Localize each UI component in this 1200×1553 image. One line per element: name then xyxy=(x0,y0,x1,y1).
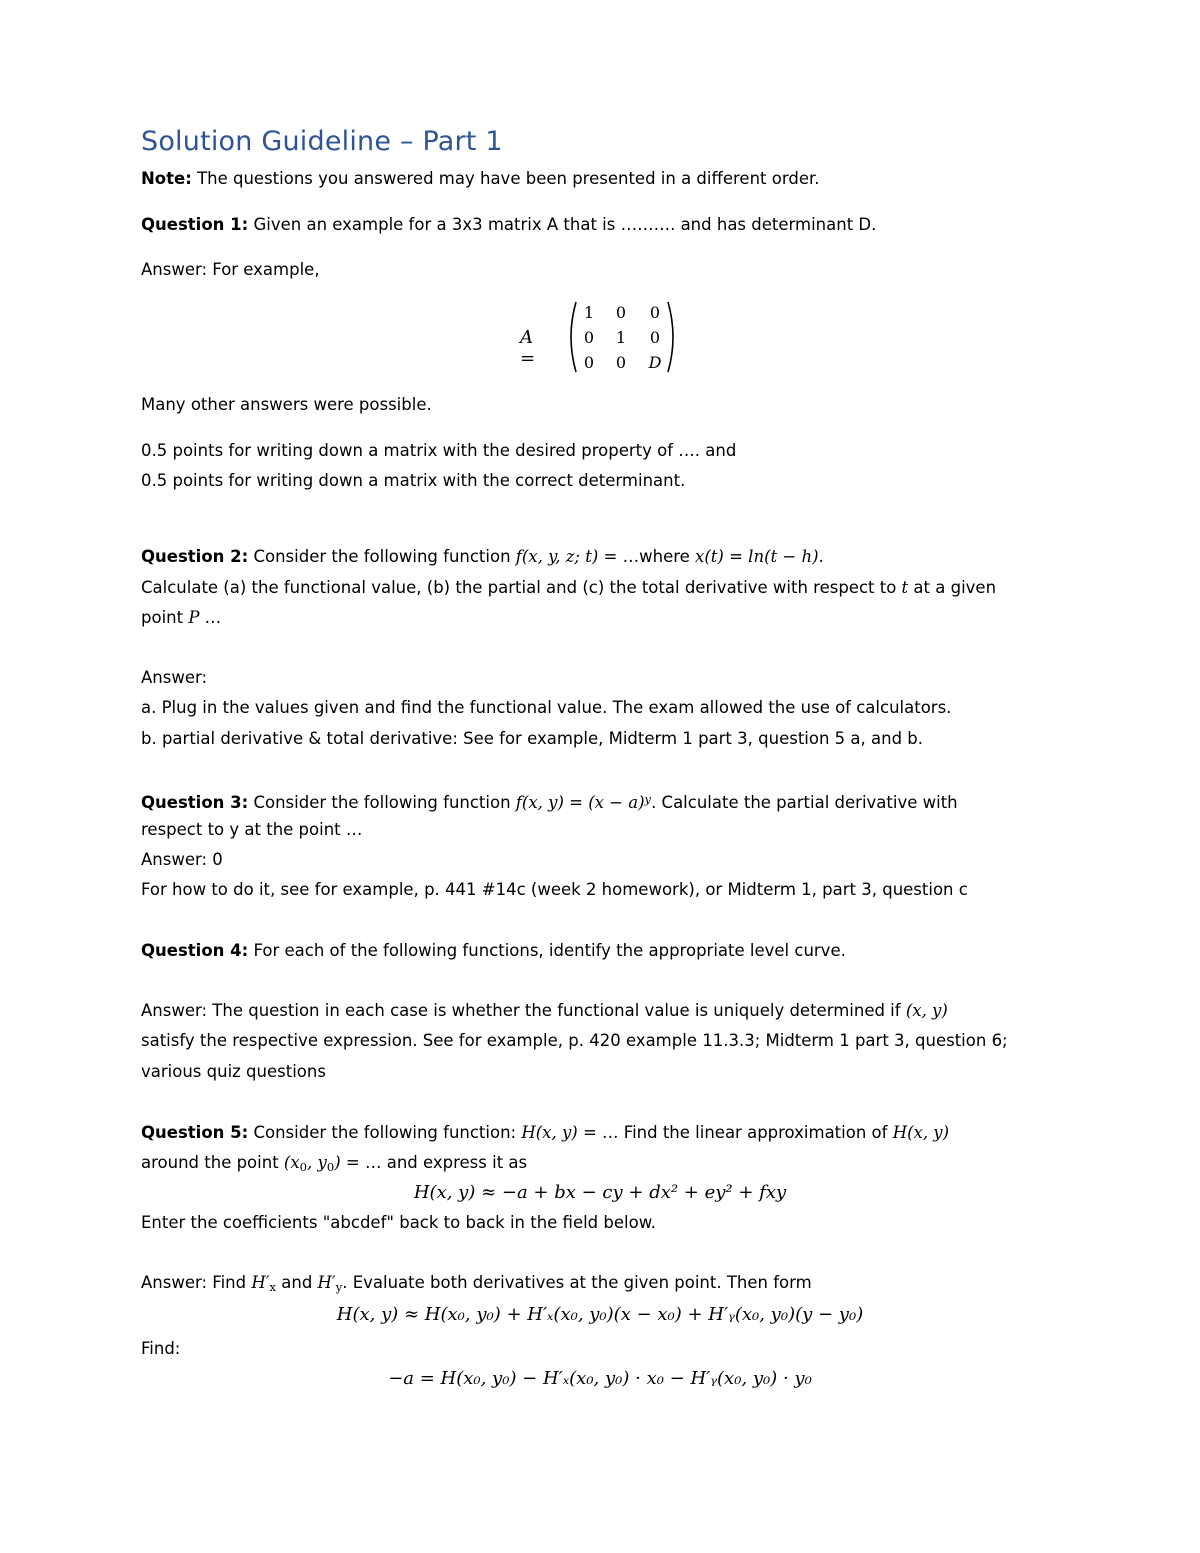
question-5-find: Find: xyxy=(141,1339,181,1358)
question-3-text: Consider the following function xyxy=(248,793,516,813)
question-5-line-2 xyxy=(141,1151,527,1179)
question-5-enter: Enter the coefficients "abcdef" back to back in the field below. xyxy=(141,1213,656,1232)
question-1-label: Question 1: xyxy=(141,215,249,234)
question-2-function: f(x, y, z; t) = … xyxy=(515,547,640,566)
question-5-function-2: H(x, y) xyxy=(892,1123,950,1142)
question-2-line-2-end: at a given xyxy=(908,578,997,597)
question-1-points-2: 0.5 points for writing down a matrix with the correct determinant. xyxy=(141,471,686,490)
question-3-answer: Answer: 0 xyxy=(141,850,223,869)
question-5-line-2-end: = … and express it as xyxy=(340,1153,528,1172)
point-y: y xyxy=(317,1153,327,1172)
matrix-cell: 0 xyxy=(583,328,595,347)
question-5 xyxy=(141,1121,949,1145)
question-2-label: Question 2: xyxy=(141,547,249,566)
question-3 xyxy=(141,787,958,815)
note-text: The questions you answered may have been presented in a different order. xyxy=(191,169,820,188)
question-5-answer-and: and xyxy=(276,1273,318,1292)
question-4-answer xyxy=(141,999,948,1023)
question-1-answer-intro: Answer: For example, xyxy=(141,260,320,279)
question-2-line-3-end: … xyxy=(199,608,222,627)
matrix-cell: 1 xyxy=(615,328,627,347)
question-4-label: Question 4: xyxy=(141,941,249,960)
note-line xyxy=(141,167,819,191)
page-title: Solution Guideline – Part 1 xyxy=(141,126,503,157)
question-5-point: ($x_0$, $y_0$) xyxy=(283,1153,341,1174)
matrix-cell: 1 xyxy=(583,303,595,322)
right-paren-icon xyxy=(666,300,680,374)
question-4 xyxy=(141,939,846,963)
question-5-answer xyxy=(141,1271,812,1299)
question-5-label: Question 5: xyxy=(141,1123,249,1142)
matrix-cell: D xyxy=(648,353,662,372)
note-label: Note: xyxy=(141,169,192,188)
variable-p: P xyxy=(188,608,200,627)
question-2-line-3 xyxy=(141,606,221,630)
question-2-text: Consider the following function xyxy=(248,547,516,566)
question-3-line-2: respect to y at the point … xyxy=(141,820,363,839)
question-1-other: Many other answers were possible. xyxy=(141,395,432,414)
matrix-cell: 0 xyxy=(649,303,661,322)
question-3-text-end: . Calculate the partial derivative with xyxy=(651,793,958,813)
question-3-exponent: y xyxy=(644,792,652,806)
question-2-line-2 xyxy=(141,576,996,600)
question-5-text-b: Find the linear approximation of xyxy=(618,1123,893,1142)
question-2-line-3-text: point xyxy=(141,608,189,627)
left-paren-icon xyxy=(564,300,578,374)
question-2-where: where xyxy=(639,547,696,566)
matrix-cell: 0 xyxy=(649,328,661,347)
question-1-text: Given an example for a 3x3 matrix A that is ………. and has determinant D. xyxy=(248,215,877,234)
question-2-answer-b: b. partial derivative & total derivative: See for example, Midterm 1 part 3, question 5 a, and b. xyxy=(141,729,924,748)
matrix-lhs: A = xyxy=(520,327,536,369)
question-2-answer-a: a. Plug in the values given and find the functional value. The exam allowed the use of calculators. xyxy=(141,698,952,717)
question-5-function: H(x, y) = … xyxy=(521,1123,619,1142)
question-5-line-2-text: around the point xyxy=(141,1153,284,1172)
question-4-text: For each of the following functions, identify the appropriate level curve. xyxy=(248,941,846,960)
question-4-answer-2: satisfy the respective expression. See for example, p. 420 example 11.3.3; Midterm 1 part 3, question 6; xyxy=(141,1031,1008,1050)
question-5-formula: H(x, y) ≈ H(x₀, y₀) + H′ₓ(x₀, y₀)(x − x₀) + H′ᵧ(x₀, y₀)(y − y₀) xyxy=(336,1304,864,1325)
question-3-how: For how to do it, see for example, p. 441 #14c (week 2 homework), or Midterm 1, part 3, question c xyxy=(141,880,968,899)
question-2-condition: x(t) = ln(t − h). xyxy=(695,547,824,566)
variable-t: t xyxy=(901,578,909,597)
question-4-answer-3: various quiz questions xyxy=(141,1062,326,1081)
point-x: x xyxy=(290,1153,300,1172)
question-3-function: f(x, y) = (x − a) xyxy=(515,793,645,813)
question-4-answer-var: (x, y) xyxy=(905,1001,948,1020)
question-2-answer: Answer: xyxy=(141,668,208,687)
question-1-points-1: 0.5 points for writing down a matrix with the desired property of …. and xyxy=(141,441,737,460)
question-4-answer-text: Answer: The question in each case is whether the functional value is uniquely determined if xyxy=(141,1001,906,1020)
question-5-approximation: H(x, y) ≈ −a + bx − cy + dx² + ey² + fxy xyxy=(413,1182,787,1203)
matrix-cell: 0 xyxy=(583,353,595,372)
question-5-answer-end: . Evaluate both derivatives at the given point. Then form xyxy=(342,1273,812,1292)
matrix-cell: 0 xyxy=(615,303,627,322)
h-x-prime: $H'_x$ xyxy=(251,1273,276,1294)
question-2-line-2-text: Calculate (a) the functional value, (b) the partial and (c) the total derivative with respect to xyxy=(141,578,902,597)
h-y-prime: $H'_y$ xyxy=(317,1273,343,1294)
matrix-cell: 0 xyxy=(615,353,627,372)
question-5-final-formula: −a = H(x₀, y₀) − H′ₓ(x₀, y₀) · x₀ − H′ᵧ(x₀, y₀) · y₀ xyxy=(388,1368,812,1389)
question-2 xyxy=(141,545,824,569)
question-1 xyxy=(141,213,876,237)
question-5-answer-text: Answer: Find xyxy=(141,1273,252,1292)
question-5-text: Consider the following function: xyxy=(248,1123,522,1142)
question-3-label: Question 3: xyxy=(141,793,249,813)
